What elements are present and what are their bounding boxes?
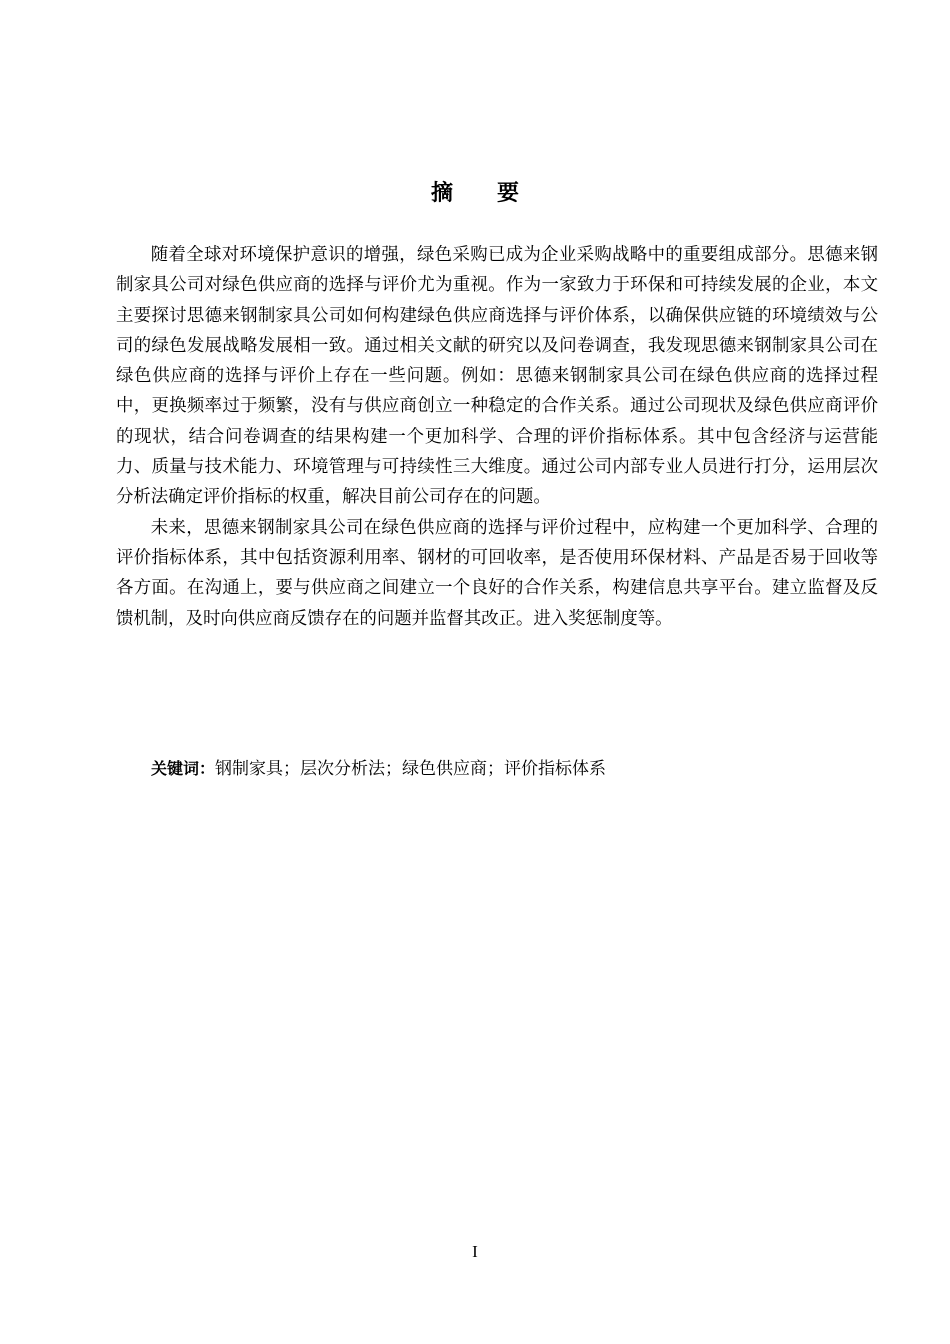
keywords-label: 关键词： <box>151 759 216 778</box>
abstract-body <box>116 240 878 634</box>
abstract-paragraph-2: 未来，思德来钢制家具公司在绿色供应商的选择与评价过程中，应构建一个更加科学、合理的评价指标体系，其中包括资源利用率、钢材的可回收率，是否使用环保材料、产品是否易于回收等各方面。在沟通上，要与供应商之间建立一个良好的合作关系，构建信息共享平台。建立监督及反馈机制，及时向供应商反馈存在的问题并监督其改正。进入奖惩制度等。 <box>116 517 878 629</box>
keywords-line <box>151 754 871 784</box>
abstract-paragraph-1: 随着全球对环境保护意识的增强，绿色采购已成为企业采购战略中的重要组成部分。思德来钢制家具公司对绿色供应商的选择与评价尤为重视。作为一家致力于环保和可持续发展的企业，本文主要探讨思德来钢制家具公司如何构建绿色供应商选择与评价体系，以确保供应链的环境绩效与公司的绿色发展战略发展相一致。通过相关文献的研究以及问卷调查，我发现思德来钢制家具公司在绿色供应商的选择与评价上存在一些问题。例如：思德来钢制家具公司在绿色供应商的选择过程中，更换频率过于频繁，没有与供应商创立一种稳定的合作关系。通过公司现状及绿色供应商评价的现状，结合问卷调查的结果构建一个更加科学、合理的评价指标体系。其中包含经济与运营能力、质量与技术能力、环境管理与可持续性三大维度。通过公司内部专业人员进行打分，运用层次分析法确定评价指标的权重，解决目前公司存在的问题。 <box>116 245 878 508</box>
abstract-title-char-2: 要 <box>497 181 520 206</box>
abstract-title <box>0 178 950 210</box>
keywords-text: 钢制家具；层次分析法；绿色供应商；评价指标体系 <box>215 759 607 779</box>
page-number: I <box>472 1242 478 1261</box>
abstract-title-char-1: 摘 <box>430 181 453 206</box>
